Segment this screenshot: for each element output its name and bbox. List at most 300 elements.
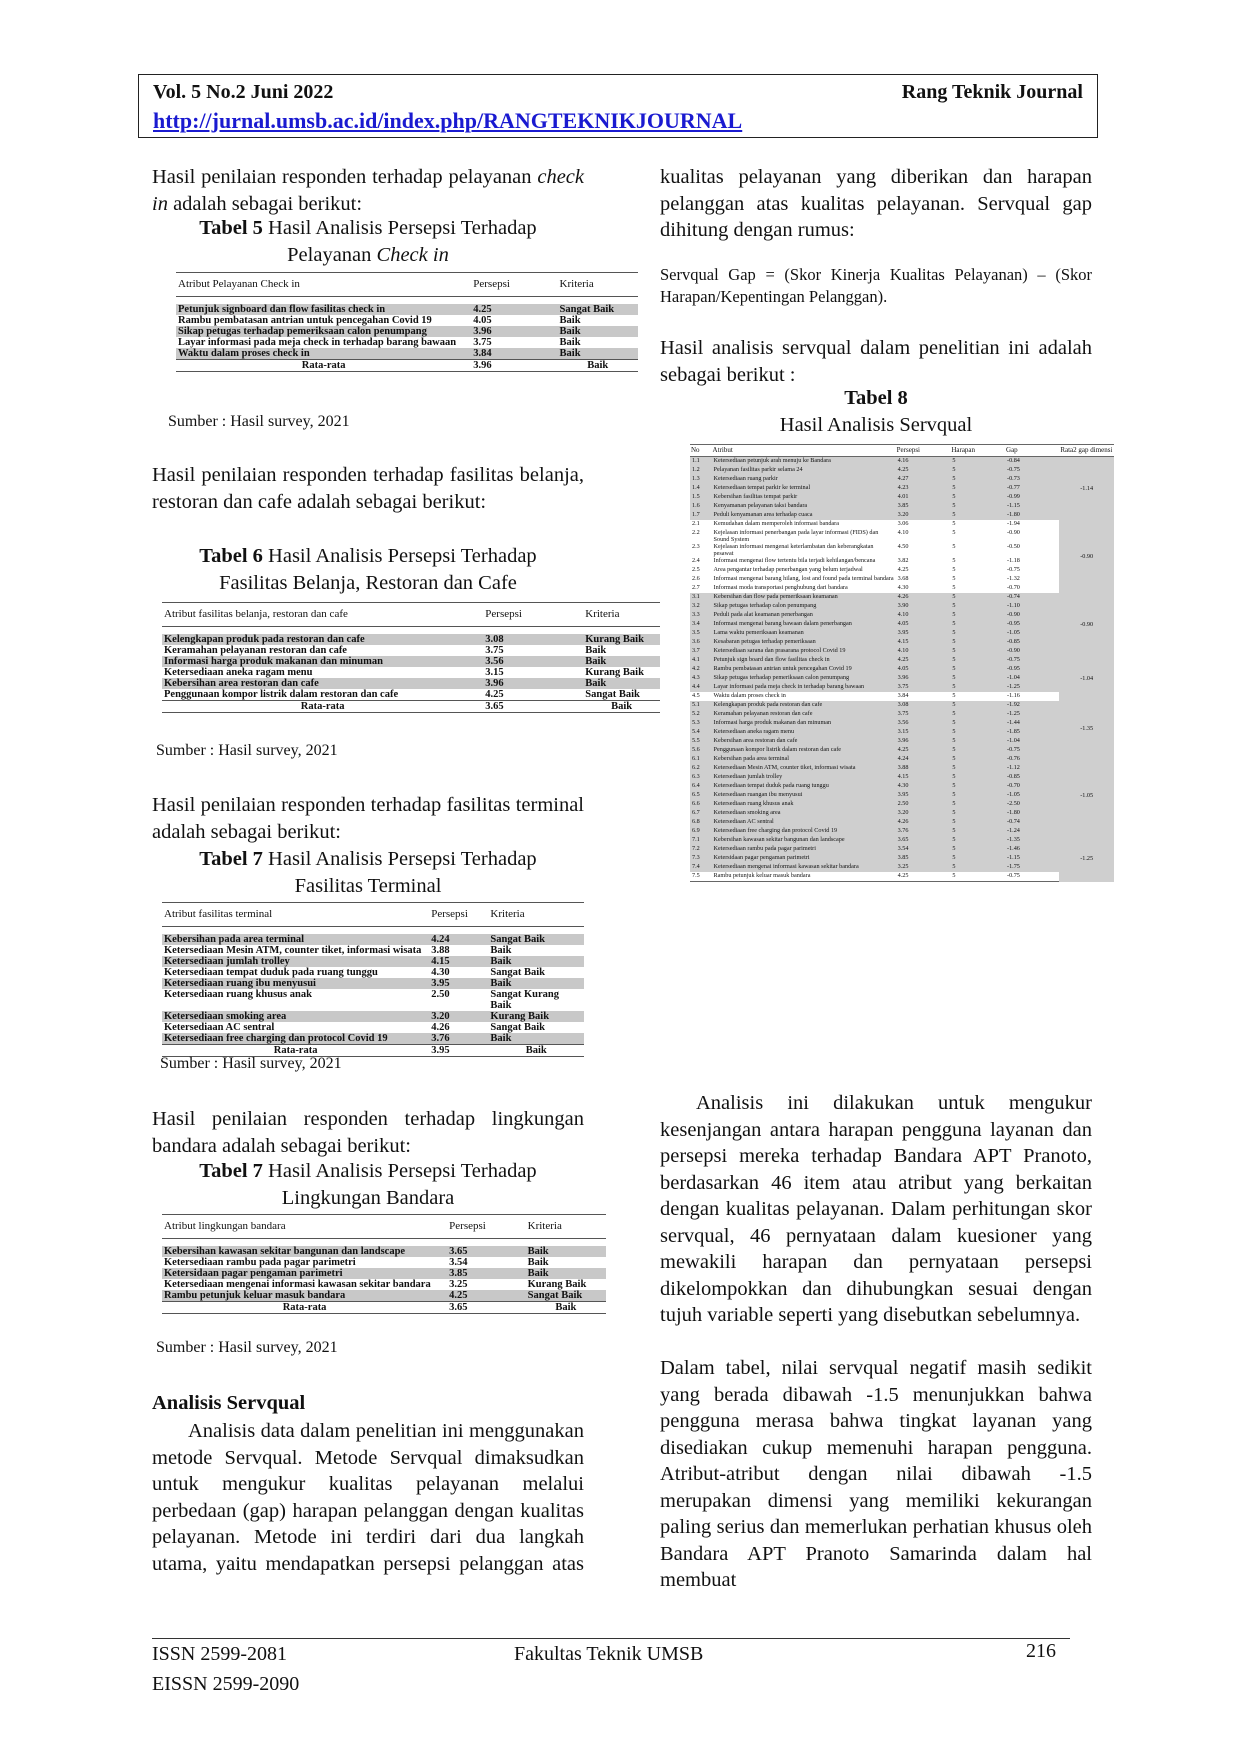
table-cell: Peduli pada alat keamanan penerbangan — [712, 611, 896, 620]
table-cell: Layar informasi pada meja check in terhadap barang bawaan — [178, 337, 457, 348]
table-title-2: Pelayanan Check in — [287, 243, 449, 266]
table-cell: 7.5 — [690, 872, 712, 882]
table-cell: 3.54 — [896, 845, 951, 854]
servqual-row — [690, 710, 1114, 719]
table-cell: 3.96 — [483, 678, 583, 689]
table-cell: -1.46 — [1005, 845, 1059, 854]
table-cell: 3.15 — [485, 667, 504, 678]
table-cell: 3.84 — [471, 348, 557, 360]
table-cell: 6.7 — [690, 809, 712, 818]
table-cell: Ketersediaan AC sentral — [164, 1022, 275, 1033]
column-header: Atribut lingkungan bandara — [162, 1215, 447, 1239]
table-cell: 5 — [950, 683, 1005, 692]
table-cell: 4.50 — [897, 543, 909, 550]
column-header: Persepsi — [471, 273, 557, 297]
table-cell: 3.85 — [447, 1268, 525, 1279]
table-cell: Ketersediaan mengenai informasi kawasan sekitar bandara — [164, 1279, 431, 1290]
servqual-row — [690, 611, 1114, 620]
table-cell: 5 — [952, 529, 956, 536]
table-cell: 4.24 — [429, 934, 488, 945]
table-cell: 5.2 — [690, 710, 712, 719]
table-cell: Baik — [490, 945, 512, 956]
table-cell: 4.24 — [896, 755, 951, 764]
table-cell: -1.10 — [1005, 602, 1059, 611]
table-cell: 4.26 — [896, 593, 951, 602]
table-cell: Petunjuk sign board dan flow fasilitas check in — [712, 656, 896, 665]
table-cell: Petunjuk signboard dan flow fasilitas check in — [176, 304, 471, 315]
table-cell: Baik — [488, 1045, 584, 1057]
servqual-row — [690, 854, 1114, 863]
table-cell: 5 — [950, 845, 1005, 854]
table-cell: Sikap petugas terhadap pemeriksaan calon penumpang — [712, 674, 896, 683]
table-cell: Rata-rata — [162, 701, 483, 713]
table-cell: 5 — [950, 665, 1005, 674]
table-cell: Baik — [526, 1302, 606, 1314]
table-cell: 3.96 — [471, 326, 557, 337]
table-cell: 3.65 — [896, 836, 951, 845]
table-cell: Penggunaan kompor listrik dalam restoran dan cafe — [164, 689, 399, 700]
table-cell: -0.77 — [1005, 484, 1059, 493]
table-cell: 5 — [950, 719, 1005, 728]
table-cell: -1.32 — [1007, 575, 1020, 582]
table-cell: 4.15 — [429, 956, 488, 967]
table-cell: Kebersihan fasilitas tempat parkir — [712, 493, 896, 502]
servqual-row — [690, 800, 1114, 809]
table-cell: 4.15 — [896, 638, 951, 647]
table-cell: 1.5 — [690, 493, 712, 502]
table-cell: 5 — [950, 836, 1005, 845]
table-cell: 4.10 — [896, 611, 951, 620]
table-cell: Baik — [559, 315, 581, 326]
servqual-row — [690, 466, 1114, 475]
table-cell: -0.99 — [1005, 493, 1059, 502]
table-cell: Sangat Baik — [490, 967, 545, 978]
table-cell: 4.01 — [896, 493, 951, 502]
column-header: Atribut Pelayanan Check in — [176, 273, 471, 297]
page-number: 216 — [1026, 1640, 1056, 1662]
dimension-average: -1.05 — [1059, 755, 1114, 836]
table-cell: 4.25 — [447, 1290, 525, 1302]
table-cell: Sangat Baik — [490, 1022, 545, 1033]
table-row — [162, 1268, 606, 1279]
column-header: Harapan — [950, 445, 1005, 457]
table-cell: 3.56 — [483, 656, 583, 667]
table-cell: Sangat Baik — [526, 1290, 606, 1302]
table-cell: Ketersediaan petunjuk arah menuju ke Bandara — [712, 457, 896, 467]
section-heading: Analisis Servqual — [152, 1392, 306, 1414]
table-row — [162, 645, 660, 656]
table-cell: 5 — [950, 674, 1005, 683]
table-cell: -0.84 — [1005, 457, 1059, 467]
table-cell: Waktu dalam proses check in — [713, 692, 786, 699]
table-cell: Baik — [526, 1246, 606, 1257]
table-cell: Informasi harga produk makanan dan minuman — [712, 719, 896, 728]
table-cell: 3.56 — [896, 719, 951, 728]
dimension-average: -1.04 — [1059, 656, 1114, 701]
table-cell: -1.04 — [1005, 737, 1059, 746]
table-cell: -0.74 — [1005, 818, 1059, 827]
servqual-row — [690, 575, 1114, 584]
column-header: Rata2 gap dimensi — [1059, 445, 1114, 457]
servqual-row — [690, 543, 1114, 557]
table-cell: Ketersediaan sarana dan prasarana protocol Covid 19 — [712, 647, 896, 656]
table-cell: Kelengkapan produk pada restoran dan cafe — [162, 634, 483, 645]
table-cell: Ketersediaan aneka ragam menu — [712, 728, 896, 737]
table-cell: 3.82 — [897, 557, 909, 564]
table-6-caption — [152, 543, 584, 596]
servqual-row — [690, 764, 1114, 773]
table-7b — [162, 1214, 606, 1314]
table-row — [176, 315, 638, 326]
table-cell: Baik — [559, 337, 581, 348]
table-cell: 5 — [952, 575, 956, 582]
servqual-row — [690, 827, 1114, 836]
table-cell: Kurang Baik — [583, 634, 660, 645]
table-cell: 3.7 — [690, 647, 712, 656]
table-cell: -0.95 — [1005, 665, 1059, 674]
table-cell: Rata-rata — [162, 1045, 429, 1057]
servqual-row — [690, 457, 1114, 467]
table-cell: 6.6 — [690, 800, 712, 809]
table-cell: 3.25 — [896, 863, 951, 872]
table-cell: Ketersediaan ruang parkir — [712, 475, 896, 484]
table-cell: Baik — [527, 1257, 549, 1268]
table-cell: -2.50 — [1005, 800, 1059, 809]
table-cell: 2.3 — [692, 543, 700, 550]
table-cell: 5 — [950, 809, 1005, 818]
table-cell: Peduli kenyamanan area terhadap cuaca — [712, 511, 896, 520]
servqual-row — [690, 520, 1114, 529]
table-cell: Sangat Baik — [488, 934, 584, 945]
table-title-2: Lingkungan Bandara — [281, 1186, 455, 1209]
table-cell: 2.2 — [692, 529, 700, 536]
table-cell: 4.30 — [897, 584, 909, 591]
volume-label: Vol. 5 No.2 Juni 2022 — [153, 81, 334, 103]
table-cell: Ketersediaan ruang ibu menyusui — [162, 978, 429, 989]
left-paragraph-3: Hasil penilaian responden terhadap fasilitas terminal adalah sebagai berikut: — [152, 794, 584, 843]
servqual-row — [690, 529, 1114, 543]
left-paragraph-2: Hasil penilaian responden terhadap fasilitas belanja, restoran dan cafe adalah sebagai berikut: — [152, 464, 584, 513]
table-cell: Ketersediaan aneka ragam menu — [164, 667, 313, 678]
table-row — [162, 1022, 584, 1033]
servqual-row — [690, 773, 1114, 782]
table-cell: -1.44 — [1005, 719, 1059, 728]
table-cell: 5 — [952, 584, 956, 591]
table-cell: 4.25 — [896, 656, 951, 665]
table-cell: Ketersediaan tempat parkir ke terminal — [712, 484, 896, 493]
table-cell: 5 — [950, 647, 1005, 656]
table-cell: Ketersediaan AC sentral — [712, 818, 896, 827]
dimension-average: -1.35 — [1059, 701, 1114, 755]
table-cell: -1.80 — [1005, 511, 1059, 520]
table-cell: 3.6 — [690, 638, 712, 647]
table-cell: 3.65 — [447, 1302, 525, 1314]
table-cell: -1.94 — [1007, 520, 1020, 527]
table-cell: Baik — [488, 978, 584, 989]
table-row — [162, 1279, 606, 1290]
table-cell: 5 — [950, 764, 1005, 773]
servqual-formula: Servqual Gap = (Skor Kinerja Kualitas Pelayanan) – (Skor Harapan/Kepentingan Pelanggan). — [660, 265, 1092, 306]
table-title: Hasil Analisis Servqual — [779, 413, 973, 436]
table-row — [162, 678, 660, 689]
table-cell: 3.20 — [896, 511, 951, 520]
dimension-average: -1.25 — [1059, 836, 1114, 882]
servqual-row — [690, 584, 1114, 593]
servqual-row — [690, 602, 1114, 611]
table-cell: 5 — [950, 466, 1005, 475]
servqual-row — [690, 683, 1114, 692]
issn-label: ISSN 2599-2081 — [152, 1643, 288, 1665]
servqual-row — [690, 719, 1114, 728]
table-cell: -1.16 — [1007, 692, 1020, 699]
table-cell: Ketersediaan rambu pada pagar parimetri — [712, 845, 896, 854]
table-cell: Informasi mengenai barang hilang, lost and found pada terminal bandara — [713, 575, 894, 582]
table-cell: Waktu dalam proses check in — [176, 348, 471, 360]
table-row — [162, 1246, 606, 1257]
servqual-row — [690, 566, 1114, 575]
table-cell: -0.73 — [1005, 475, 1059, 484]
journal-url-link[interactable]: http://jurnal.umsb.ac.id/index.php/RANGTEKNIKJOURNAL — [153, 108, 743, 133]
table-cell: 5 — [950, 827, 1005, 836]
table-cell: 5 — [950, 511, 1005, 520]
table-row — [162, 934, 584, 945]
table-row — [162, 1011, 584, 1022]
table-cell: 5.4 — [690, 728, 712, 737]
table-cell: 3.95 — [429, 1045, 488, 1057]
column-header: Atribut fasilitas belanja, restoran dan cafe — [162, 603, 483, 627]
column-header: Kriteria — [488, 903, 584, 927]
table-cell: 2.1 — [692, 520, 700, 527]
table-cell: 5 — [950, 818, 1005, 827]
table-cell: 5 — [950, 872, 1005, 882]
table-row — [176, 348, 638, 360]
table-row — [162, 1033, 584, 1045]
table-cell: 5 — [950, 773, 1005, 782]
table-cell: 4.5 — [692, 692, 700, 699]
column-header: Persepsi — [896, 445, 951, 457]
table-cell: 3.96 — [896, 737, 951, 746]
table-cell: 3.75 — [896, 683, 951, 692]
table-cell: 3.75 — [896, 710, 951, 719]
table-cell: 3.85 — [896, 502, 951, 511]
table-cell: 3.85 — [896, 854, 951, 863]
table-cell: Ketersediaan jumlah trolley — [712, 773, 896, 782]
table-8-caption — [660, 385, 1092, 438]
table-cell: Kemudahan dalam memperoleh informasi bandara — [713, 520, 839, 527]
table-row — [176, 337, 638, 348]
table-cell: 2.50 — [431, 989, 450, 1000]
table-cell: 3.08 — [896, 701, 951, 710]
right-paragraph-2: Hasil analisis servqual dalam penelitian ini adalah sebagai berikut : — [660, 337, 1092, 386]
table-cell: 2.50 — [896, 800, 951, 809]
column-header: Persepsi — [429, 903, 488, 927]
table-cell: 3.90 — [896, 602, 951, 611]
table-row — [162, 956, 584, 967]
table-cell: Kesabaran petugas terhadap pemeriksaan — [712, 638, 896, 647]
table-6 — [162, 602, 660, 713]
table-cell: 1.6 — [690, 502, 712, 511]
dimension-average: -1.14 — [1059, 457, 1114, 521]
table-cell: 1.4 — [690, 484, 712, 493]
table-cell: -0.75 — [1007, 566, 1020, 573]
table-cell: 3.95 — [896, 791, 951, 800]
table-cell: -0.70 — [1005, 782, 1059, 791]
table-cell: 4.05 — [896, 665, 951, 674]
table-cell: Ketersediaan jumlah trolley — [162, 956, 429, 967]
table-cell: Ketersediaan ruang khusus anak — [164, 989, 312, 1000]
table-row — [176, 304, 638, 315]
table-cell: 4.15 — [896, 773, 951, 782]
servqual-row — [690, 647, 1114, 656]
column-header: Persepsi — [447, 1215, 525, 1239]
table-cell: 4.25 — [896, 466, 951, 475]
servqual-row — [690, 593, 1114, 602]
servqual-row — [690, 809, 1114, 818]
column-header: Persepsi — [483, 603, 583, 627]
table-cell: 3.95 — [896, 629, 951, 638]
table-cell: 5 — [950, 602, 1005, 611]
table-cell: Informasi mengenai barang bawaan dalam penerbangan — [712, 620, 896, 629]
table-8 — [690, 444, 1114, 882]
table-cell: 5 — [950, 863, 1005, 872]
table-cell: 5 — [950, 656, 1005, 665]
table-cell: Sikap petugas terhadap pemeriksaan calon penumpang — [176, 326, 471, 337]
table-cell: Baik — [558, 348, 638, 360]
servqual-row — [690, 665, 1114, 674]
table-cell: 5 — [952, 692, 956, 699]
servqual-row — [690, 493, 1114, 502]
table-cell: Informasi moda transportasi penghubung dari bandara — [713, 584, 848, 591]
column-header: Kriteria — [583, 603, 660, 627]
table-cell: 5.5 — [690, 737, 712, 746]
table-cell: 2.7 — [692, 584, 700, 591]
column-header: Gap — [1005, 445, 1059, 457]
table-row — [162, 967, 584, 978]
servqual-row — [690, 692, 1114, 701]
table-cell: 6.3 — [690, 773, 712, 782]
table-cell: Ketersediaan Mesin ATM, counter tiket, informasi wisata — [712, 764, 896, 773]
table-label: Tabel 8 — [844, 387, 908, 409]
table-cell: -0.50 — [1007, 543, 1020, 550]
table-cell: 4.26 — [896, 818, 951, 827]
table-cell: -0.90 — [1005, 647, 1059, 656]
servqual-row — [690, 674, 1114, 683]
column-header: Atribut fasilitas terminal — [162, 903, 429, 927]
servqual-row — [690, 782, 1114, 791]
table-cell: 5 — [950, 484, 1005, 493]
table-cell: Sangat Kurang Baik — [490, 989, 559, 1011]
table-cell: 5 — [950, 710, 1005, 719]
servqual-row — [690, 701, 1114, 710]
faculty-label: Fakultas Teknik UMSB — [514, 1643, 704, 1665]
table-title: Hasil Analisis Persepsi Terhadap — [268, 545, 537, 567]
table-cell: Baik — [488, 1033, 584, 1045]
table-row — [162, 978, 584, 989]
table-cell: 5 — [950, 457, 1005, 467]
table-cell: 4.25 — [471, 304, 557, 315]
table-cell: 3.3 — [690, 611, 712, 620]
table-cell: -1.15 — [1005, 502, 1059, 511]
table-cell: Area pengantar terhadap penerbangan yang belum terjadwal — [713, 566, 863, 573]
eissn-label: EISSN 2599-2090 — [152, 1673, 300, 1695]
table-cell: -0.90 — [1007, 529, 1020, 536]
p1-text: Hasil penilaian responden terhadap pelayanan check in adalah sebagai berikut: — [152, 166, 584, 215]
table-row — [162, 989, 584, 1011]
table-cell: 4.25 — [896, 746, 951, 755]
table-cell: Kenyamanan pelayanan taksi bandara — [712, 502, 896, 511]
table-cell: Kebersihan area restoran dan cafe — [162, 678, 483, 689]
table-cell: 5 — [952, 557, 956, 564]
table-cell: Kurang Baik — [585, 667, 644, 678]
table-cell: 6.8 — [690, 818, 712, 827]
table-cell: Baik — [558, 360, 638, 372]
table-cell: -0.70 — [1007, 584, 1020, 591]
table-cell: 3.65 — [447, 1246, 525, 1257]
table-cell: Lama waktu pemeriksaan keamanan — [712, 629, 896, 638]
table-cell: Informasi mengenai flow tertentu bila terjadi kehilangan/bencana — [713, 557, 876, 564]
table-label: Tabel 6 — [199, 545, 263, 567]
table-cell: 2.5 — [692, 566, 700, 573]
table-cell: 5 — [950, 746, 1005, 755]
table-cell: 4.25 — [485, 689, 504, 700]
dimension-average: -0.90 — [1059, 593, 1114, 656]
table-cell: Ketersediaan tempat duduk pada ruang tunggu — [164, 967, 378, 978]
table-cell: 3.4 — [690, 620, 712, 629]
table-cell: -0.75 — [1005, 466, 1059, 475]
table-cell: 4.30 — [896, 782, 951, 791]
table-cell: Baik — [583, 656, 660, 667]
table-cell: 3.25 — [449, 1279, 468, 1290]
servqual-row — [690, 746, 1114, 755]
table-cell: Sangat Baik — [585, 689, 640, 700]
table-cell: -1.25 — [1005, 710, 1059, 719]
servqual-row — [690, 845, 1114, 854]
table-cell: -1.75 — [1005, 863, 1059, 872]
table-cell: 5 — [950, 629, 1005, 638]
table-5 — [176, 272, 638, 372]
table-cell: Ketersediaan tempat duduk pada ruang tunggu — [712, 782, 896, 791]
dimension-average: -0.90 — [1059, 520, 1114, 593]
table-7b-source: Sumber : Hasil survey, 2021 — [156, 1339, 338, 1356]
journal-header — [138, 74, 1098, 138]
table-cell: 3.76 — [429, 1033, 488, 1045]
table-cell: 6.5 — [690, 791, 712, 800]
table-cell: 6.4 — [690, 782, 712, 791]
table-cell: 2.6 — [692, 575, 700, 582]
table-cell: Kebersihan pada area terminal — [712, 755, 896, 764]
table-title-2: Fasilitas Belanja, Restoran dan Cafe — [219, 571, 517, 594]
table-cell: 4.05 — [896, 620, 951, 629]
table-cell: -1.24 — [1005, 827, 1059, 836]
table-cell: 3.1 — [690, 593, 712, 602]
table-row — [162, 689, 660, 701]
table-cell: Baik — [526, 1268, 606, 1279]
table-cell: Ketersediaan ruangan ibu menyusui — [712, 791, 896, 800]
table-cell: Sangat Baik — [558, 304, 638, 315]
table-cell: Rata-rata — [176, 360, 471, 372]
table-cell: 4.16 — [896, 457, 951, 467]
servqual-row — [690, 656, 1114, 665]
column-header: Atribut — [712, 445, 896, 457]
table-cell: 3.20 — [896, 809, 951, 818]
table-cell: Rambu pembatasan antrian untuk pencegahan Covid 19 — [178, 315, 432, 326]
table-cell: -1.12 — [1005, 764, 1059, 773]
table-cell: -0.76 — [1005, 755, 1059, 764]
column-header: Kriteria — [526, 1215, 606, 1239]
table-cell: Ketersediaan free charging dan protocol Covid 19 — [712, 827, 896, 836]
table-7b-caption — [152, 1158, 584, 1211]
journal-name: Rang Teknik Journal — [901, 81, 1083, 103]
